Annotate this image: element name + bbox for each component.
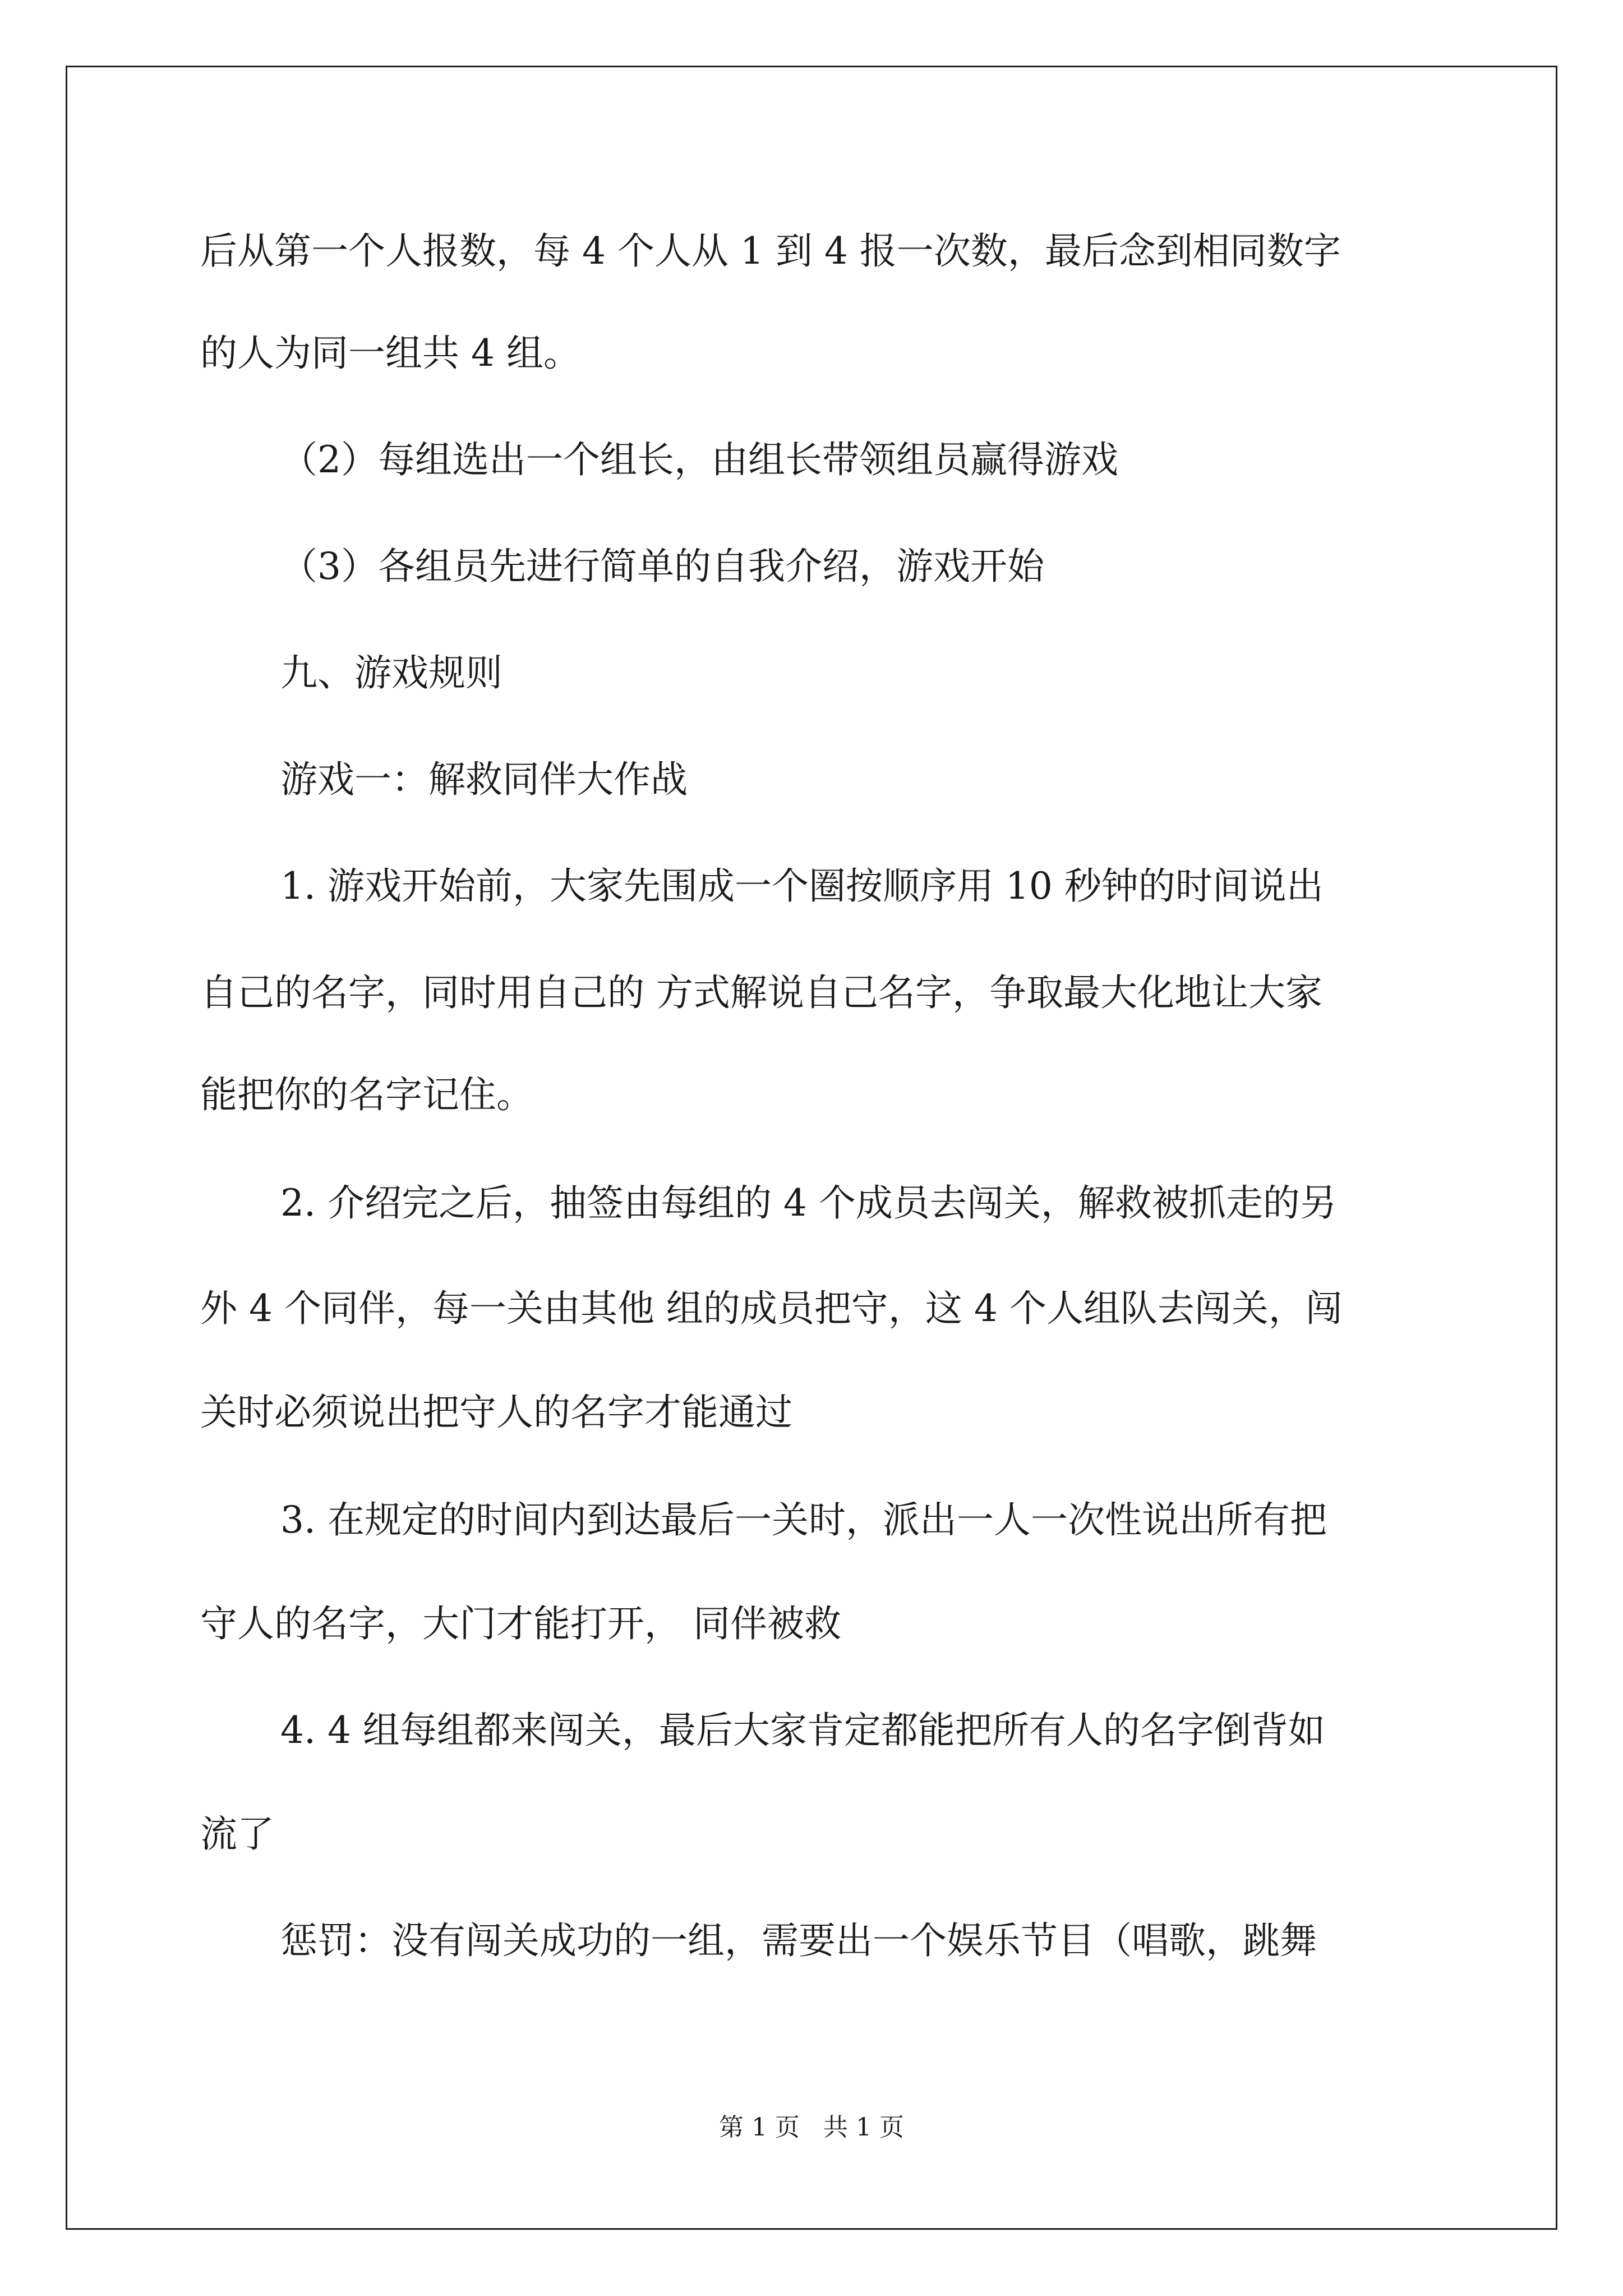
paragraph-line: 4. 4 组每组都来闯关，最后大家肯定都能把所有人的名字倒背如 <box>280 1709 1325 1752</box>
paragraph-line: 流了 <box>200 1812 274 1856</box>
paragraph-line: 后从第一个人报数，每 4 个人从 1 到 4 报一次数，最后念到相同数字 <box>200 229 1341 273</box>
paragraph-line: （2）每组选出一个组长，由组长带领组员赢得游戏 <box>280 438 1118 481</box>
paragraph-line: 能把你的名字记住。 <box>200 1073 533 1116</box>
paragraph-line: 自己的名字，同时用自己的 方式解说自己名字，争取最大化地让大家 <box>200 971 1322 1014</box>
game-title: 游戏一：解救同伴大作战 <box>280 758 688 801</box>
paragraph-line: 守人的名字，大门才能打开， 同伴被救 <box>200 1602 841 1645</box>
page-number-footer: 第 1 页 共 1 页 <box>719 2113 904 2142</box>
paragraph-line: 3. 在规定的时间内到达最后一关时，派出一人一次性说出所有把 <box>280 1498 1327 1542</box>
page-border <box>66 66 1557 2230</box>
section-heading: 九、游戏规则 <box>280 651 502 694</box>
paragraph-line: 2. 介绍完之后，抽签由每组的 4 个成员去闯关，解救被抓走的另 <box>280 1181 1337 1225</box>
paragraph-line: 外 4 个同伴，每一关由其他 组的成员把守，这 4 个人组队去闯关，闯 <box>200 1287 1343 1330</box>
paragraph-line: 的人为同一组共 4 组。 <box>200 332 580 375</box>
paragraph-line: 关时必须说出把守人的名字才能通过 <box>200 1391 792 1434</box>
paragraph-line: 1. 游戏开始前，大家先围成一个圈按顺序用 10 秒钟的时间说出 <box>280 864 1324 908</box>
paragraph-line: 惩罚：没有闯关成功的一组，需要出一个娱乐节目（唱歌，跳舞 <box>280 1919 1317 1962</box>
paragraph-line: （3）各组员先进行简单的自我介绍，游戏开始 <box>280 545 1044 588</box>
